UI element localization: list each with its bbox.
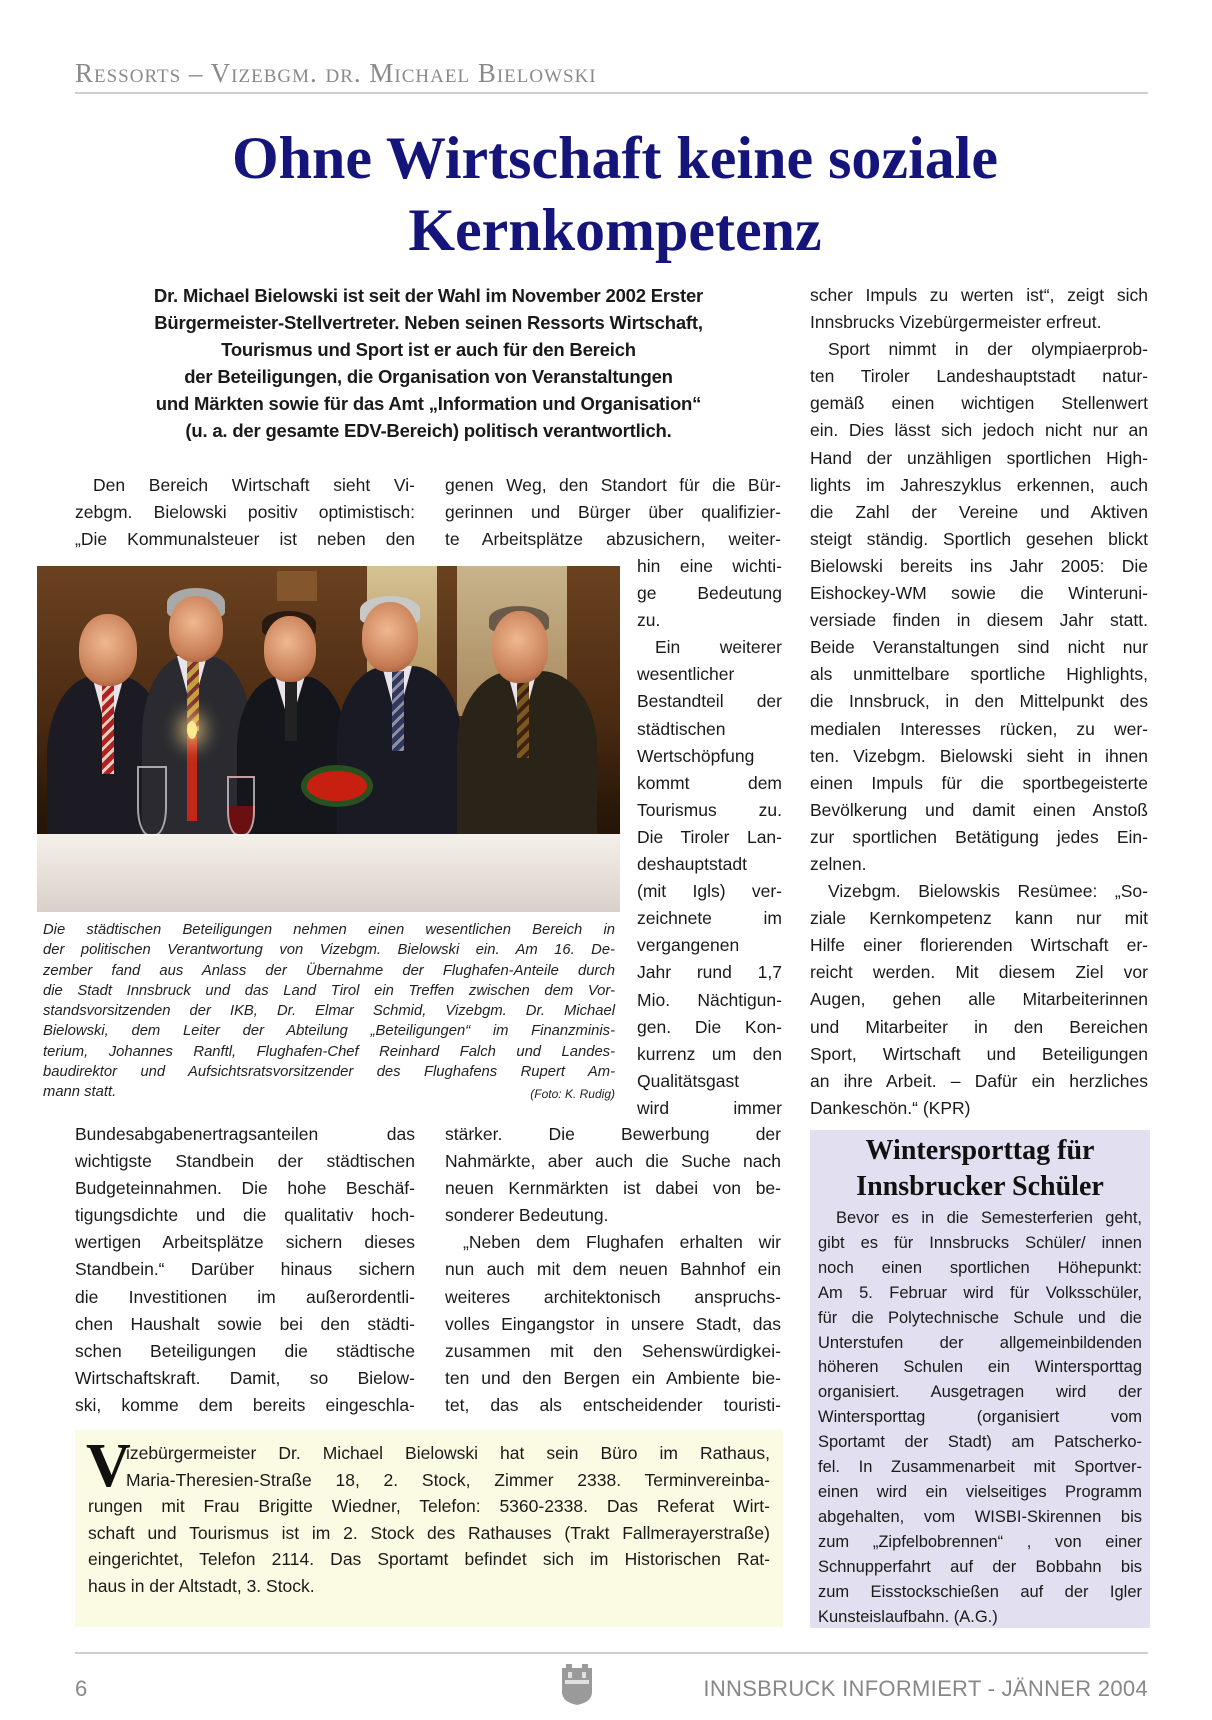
text-line: te Arbeitsplätze abzusichern, weiter- — [445, 529, 781, 550]
wine-glass — [227, 776, 255, 836]
text-line: die Innsbruck, in den Mittelpunkt des — [810, 691, 1148, 712]
text-line: deshauptstadt — [637, 854, 747, 875]
lead-line: und Märkten sowie für das Amt „Information und Organisation“ — [155, 393, 702, 414]
text-line: haus in der Altstadt, 3. Stock. — [88, 1575, 315, 1596]
text-line: Kunsteislaufbahn. (A.G.) — [818, 1607, 998, 1626]
text-line: die Stadt Innsbruck und das Land Tirol ein Treffen zwischen dem Vor- — [43, 982, 615, 999]
sidebar-title-line: Wintersporttag für — [865, 1135, 1095, 1166]
text-line: versiade finden in diesem Jahr statt. — [810, 610, 1148, 631]
text-line: „Die Kommunalsteuer ist neben den — [75, 529, 415, 550]
text-line: ten Tiroler Landeshauptstadt natur- — [810, 366, 1148, 387]
text-line: wertigen Arbeitsplätze sichern dieses — [75, 1232, 415, 1253]
photo-caption — [43, 920, 615, 1104]
text-line: städtischen — [637, 718, 726, 739]
text-line: zu. — [637, 610, 661, 631]
text-line: reicht werden. Mit diesem Ziel vor — [810, 962, 1148, 983]
text-line: Standbein.“ Darüber hinaus sichern — [75, 1259, 415, 1280]
coat-of-arms-icon — [560, 1662, 594, 1706]
text-line: Maria-Theresien-Straße 18, 2. Stock, Zimmer 2338. Terminvereinba- — [126, 1469, 770, 1490]
text-line: noch einen sportlichen Höhepunkt: — [818, 1258, 1142, 1277]
text-line: Vizebgm. Bielowskis Resümee: „So- — [828, 881, 1148, 902]
text-line: neuen Kernmärkten ist dabei von be- — [445, 1178, 781, 1199]
footer-rule — [75, 1652, 1148, 1654]
text-line: Sport nimmt in der olympiaerprob- — [828, 339, 1148, 360]
text-line: einen wird ein vielseitiges Programm — [818, 1482, 1142, 1501]
lead-line: Dr. Michael Bielowski ist seit der Wahl im November 2002 Erster — [153, 285, 704, 306]
publication-footer: INNSBRUCK INFORMIERT - JÄNNER 2004 — [703, 1676, 1148, 1701]
text-line: genen Weg, den Standort für die Bür- — [445, 475, 781, 495]
column-2-bottom — [445, 1121, 781, 1419]
text-line: Tourismus zu. — [637, 799, 782, 820]
text-line: nun auch mit dem neuen Bahnhof ein — [445, 1259, 781, 1280]
text-line: an ihre Arbeit. – Dafür ein herzliches — [810, 1070, 1148, 1091]
text-line: hin eine wichti- — [637, 556, 782, 576]
text-line: Mio. Nächtigun- — [637, 989, 782, 1010]
text-line: Jahr rund 1,7 — [637, 962, 782, 983]
title-line-1: Ohne Wirtschaft keine soziale — [231, 125, 999, 191]
text-line: tigungsdichte und die qualitativ hoch- — [75, 1205, 415, 1226]
text-line: Sportamt der Stadt) am Patscherko- — [818, 1433, 1142, 1452]
text-line: Beide Veranstaltungen sind nicht nur — [810, 637, 1148, 658]
sidebar-box-text — [818, 1206, 1142, 1629]
text-line: einen Impuls für die sportbegeisterte — [810, 772, 1148, 793]
text-line: für die Polytechnische Schule und die — [818, 1308, 1142, 1327]
sidebar-box-title — [810, 1133, 1150, 1205]
text-line: tet, das als entscheidender touristi- — [445, 1394, 781, 1415]
text-line: Hand der unzähligen sportlichen High- — [810, 447, 1148, 468]
column-1-bottom — [75, 1121, 415, 1419]
text-line: lights im Jahreszyklus erkennen, auch — [810, 474, 1148, 495]
text-line: kurrenz um den — [637, 1043, 782, 1064]
text-line: steigt ständig. Sportlich gesehen blickt — [810, 528, 1148, 549]
text-line: Qualitätsgast — [637, 1070, 740, 1091]
info-box-text — [88, 1440, 770, 1599]
text-line: izebürgermeister Dr. Michael Bielowski hat sein Büro im Rathaus, — [126, 1443, 770, 1463]
text-line: zember fand aus Anlass der Übernahme der Flughafen-Anteile durch — [43, 962, 615, 979]
column-1-top — [75, 472, 415, 553]
text-line: Bielowski, dem Leiter der Abteilung „Beteiligungen“ im Finanzminis- — [43, 1023, 615, 1040]
text-line: gen. Die Kon- — [637, 1016, 782, 1037]
text-line: Schnupperfahrt auf der Bobbahn bis — [818, 1557, 1142, 1576]
column-2-top — [445, 472, 781, 553]
group-photo — [37, 566, 620, 912]
text-line: (mit Igls) ver- — [637, 881, 782, 902]
text-line: ge Bedeutung — [637, 583, 782, 604]
text-line: gemäß einen wichtigen Stellenwert — [810, 393, 1148, 414]
candle — [187, 736, 197, 821]
text-line: zelnen. — [810, 853, 867, 874]
text-line: kommt dem — [637, 772, 782, 793]
text-line: terium, Johannes Ranftl, Flughafen-Chef Reinhard Falch und Landes- — [43, 1043, 615, 1060]
text-line: Eishockey-WM sowie die Winteruni- — [810, 583, 1148, 604]
lead-line: Tourismus und Sport ist er auch für den Bereich — [221, 339, 636, 360]
text-line: wird immer — [637, 1097, 782, 1118]
text-line: gerinnen und Bürger über qualifizier- — [445, 502, 781, 523]
text-line: als unmittelbare sportliche Highlights, — [810, 664, 1148, 685]
text-line: zum Eisstockschießen auf der Igler — [818, 1582, 1142, 1601]
text-line: wichtigste Standbein der städtischen — [75, 1151, 415, 1172]
caption-text — [43, 920, 615, 1103]
text-line: scher Impuls zu werten ist“, zeigt sich — [810, 285, 1148, 305]
text-line: Nahmärkte, aber auch die Suche nach — [445, 1151, 781, 1172]
text-line: Unterstufen der allgemeinbildenden — [818, 1333, 1142, 1352]
text-line: ziale Kernkompetenz kann nur mit — [810, 908, 1148, 929]
text-line: schaft und Tourismus ist im 2. Stock des Rathauses (Trakt Fallmerayerstraße) — [88, 1522, 770, 1543]
text-line: standsvorsitzenden der IKB, Dr. Elmar Schmid, Vizebgm. Dr. Michael — [43, 1003, 615, 1020]
text-line: zur sportlichen Betätigung jedes Ein- — [810, 826, 1148, 847]
page-number: 6 — [75, 1676, 88, 1701]
text-line: stärker. Die Bewerbung der — [445, 1124, 781, 1144]
lead-line: Bürgermeister-Stellvertreter. Neben seinen Ressorts Wirtschaft, — [154, 312, 703, 333]
text-line: ten. Vizebgm. Bielowski sieht in ihnen — [810, 745, 1148, 766]
text-line: wesentlicher — [637, 664, 735, 685]
text-line: Budgeteinnahmen. Die hohe Beschäf- — [75, 1178, 415, 1199]
text-line: Hilfe einer florierenden Wirtschaft er- — [810, 935, 1148, 956]
text-line: die Investitionen im außerordentli- — [75, 1286, 415, 1307]
text-line: eingerichtet, Telefon 2114. Das Sportamt befindet sich im Historischen Rat- — [88, 1549, 770, 1569]
text-line: zusammen mit den Sehenswürdigkei- — [445, 1340, 781, 1361]
flower-arrangement — [307, 771, 367, 801]
text-line: Bestandteil der — [637, 691, 782, 712]
lead-line: der Beteiligungen, die Organisation von Veranstaltungen — [184, 366, 673, 387]
text-line: Augen, gehen alle Mitarbeiterinnen — [810, 989, 1148, 1010]
narrow-column — [637, 553, 782, 1122]
wine-glass — [137, 766, 167, 836]
text-line: gibt es für Innsbrucks Schüler/ innen — [818, 1233, 1142, 1252]
text-line: medialen Interesses rücken, zu wer- — [810, 718, 1148, 739]
article-title — [40, 122, 1190, 266]
text-line: Bundesabgabenertragsanteilen das — [75, 1124, 415, 1144]
section-header: Ressorts – Vizebgm. dr. Michael Bielowski — [75, 58, 597, 88]
text-line: baudirektor und Aufsichtsratsvorsitzender des Flughafens Rupert Am- — [43, 1064, 615, 1081]
text-line: und Mitarbeiter in den Bereichen — [810, 1016, 1148, 1037]
text-line: Innsbrucks Vizebürgermeister erfreut. — [810, 312, 1102, 333]
text-line: schen Beteiligungen die städtische — [75, 1340, 415, 1361]
text-line: organisiert. Ausgetragen wird der — [818, 1383, 1142, 1402]
text-line: mann statt. — [43, 1084, 117, 1101]
title-line-2: Kernkompetenz — [408, 197, 822, 263]
text-line: der politischen Verantwortung von Vizebgm. Bielowski ein. Am 16. De- — [43, 942, 615, 959]
text-line: vergangenen — [637, 935, 740, 956]
text-line: volles Eingangstor in unsere Stadt, das — [445, 1313, 781, 1334]
text-line: weiteres architektonisch anspruchs- — [445, 1286, 781, 1307]
text-line: zebgm. Bielowski positiv optimistisch: — [75, 502, 415, 523]
right-column — [810, 282, 1148, 1122]
text-line: Bevor es in die Semesterferien geht, — [836, 1209, 1142, 1227]
text-line: „Neben dem Flughafen erhalten wir — [463, 1232, 781, 1253]
text-line: Die städtischen Beteiligungen nehmen einen wesentlichen Bereich in — [43, 922, 615, 938]
text-line: rungen mit Frau Brigitte Wiedner, Telefon: 5360-2338. Das Referat Wirt- — [88, 1496, 770, 1516]
text-line: höheren Schulen ein Wintersporttag — [818, 1358, 1142, 1377]
lead-paragraph — [75, 282, 782, 444]
drop-cap: V — [86, 1432, 131, 1500]
sidebar-title-line: Innsbrucker Schüler — [856, 1171, 1104, 1202]
text-line: Am 5. Februar wird für Volksschüler, — [818, 1283, 1142, 1302]
text-line: Sport, Wirtschaft und Beteiligungen — [810, 1043, 1148, 1064]
text-line: sonderer Bedeutung. — [445, 1205, 609, 1226]
text-line: Die Tiroler Lan- — [637, 826, 782, 847]
text-line: Ein weiterer — [655, 637, 782, 658]
text-line: fel. In Zusammenarbeit mit Sportver- — [818, 1458, 1142, 1477]
tablecloth — [37, 834, 620, 912]
text-line: Dankeschön.“ (KPR) — [810, 1097, 971, 1118]
text-line: ski, komme dem bereits eingeschla- — [75, 1394, 415, 1415]
text-line: abgehalten, vom WISBI-Skirennen bis — [818, 1507, 1142, 1526]
text-line: Bielowski bereits ins Jahr 2005: Die — [810, 555, 1148, 576]
text-line: chen Haushalt sowie bei den städti- — [75, 1313, 415, 1334]
text-line: ten und den Bergen ein Ambiente bie- — [445, 1367, 781, 1388]
text-line: Den Bereich Wirtschaft sieht Vi- — [93, 475, 415, 495]
photo-credit: (Foto: K. Rudig) — [530, 1086, 615, 1101]
text-line: die Zahl der Vereine und Aktiven — [810, 501, 1148, 522]
lead-line: (u. a. der gesamte EDV-Bereich) politisch verantwortlich. — [185, 420, 672, 441]
header-rule — [75, 92, 1148, 94]
text-line: Bevölkerung und damit einen Anstoß — [810, 799, 1148, 820]
text-line: zum „Zipfelbobrennen“ , von einer — [818, 1532, 1142, 1551]
text-line: zeichnete im — [637, 908, 782, 929]
text-line: Wirtschaftskraft. Damit, so Bielow- — [75, 1367, 415, 1388]
text-line: Wintersporttag (organisiert vom — [818, 1408, 1142, 1427]
candle-flame — [187, 721, 197, 739]
text-line: Wertschöpfung — [637, 745, 755, 766]
text-line: ein. Dies lässt sich jedoch nicht nur an — [810, 420, 1148, 441]
